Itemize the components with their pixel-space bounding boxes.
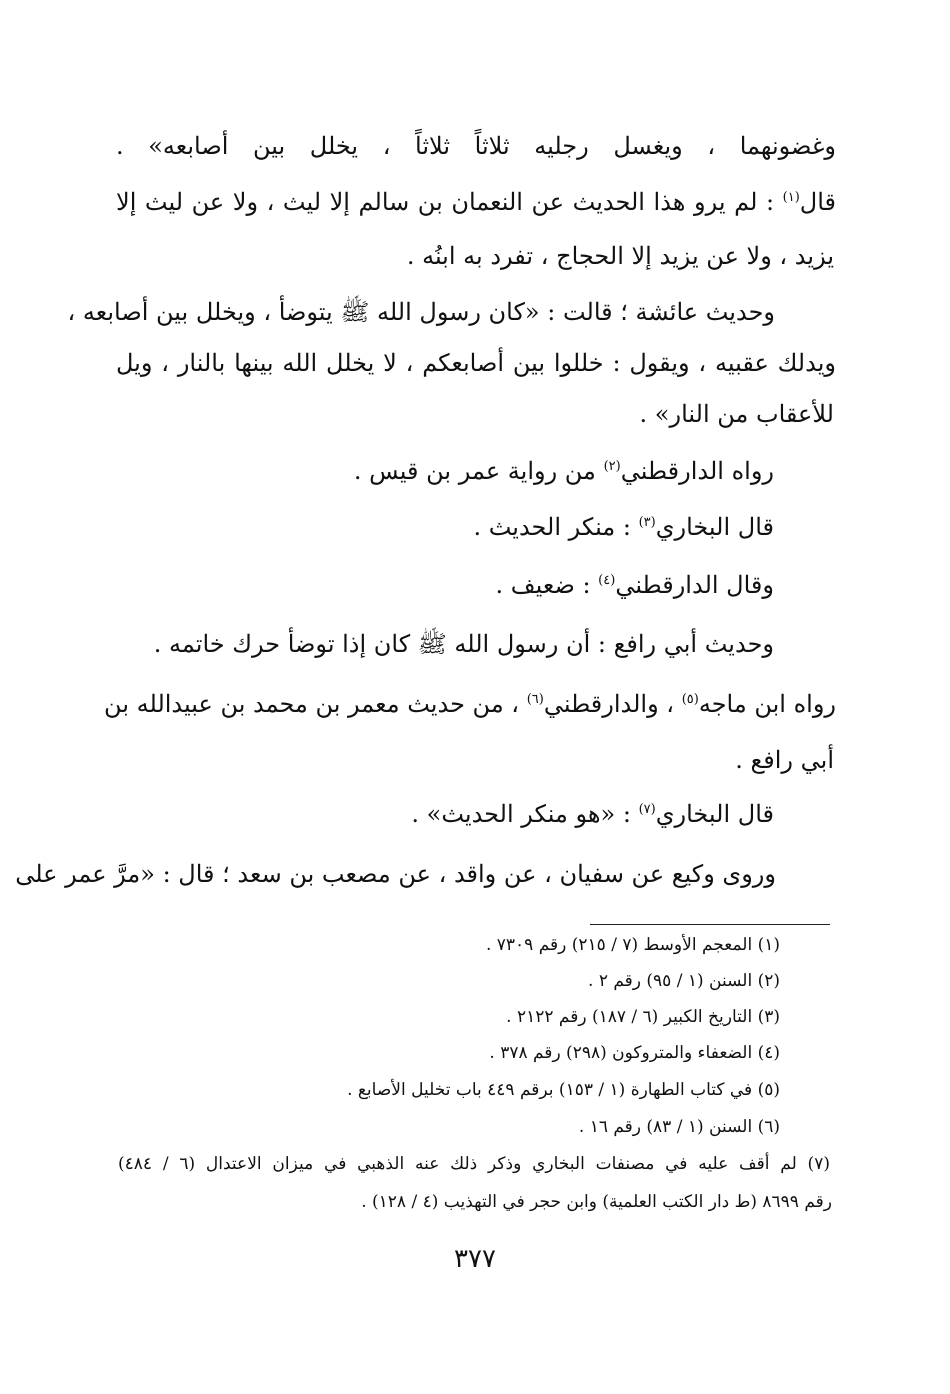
text-segment: ، من حديث معمر بن محمد بن عبيدالله بن — [104, 690, 520, 718]
body-line-13 — [411, 798, 774, 830]
footnote-ref-4[interactable]: (٤) — [598, 573, 616, 588]
body-line-10: وحديث أبي رافع : أن رسول الله ﷺ كان إذا توضأ حرك خاتمه . — [153, 630, 774, 658]
body-line-14: وروى وكيع عن سفيان ، عن واقد ، عن مصعب بن سعد ؛ قال : «مرَّ عمر على — [15, 860, 776, 888]
text-segment: رواه ابن ماجه — [698, 690, 836, 718]
body-line-11 — [104, 688, 836, 720]
body-line-3: يزيد ، ولا عن يزيد إلا الحجاج ، تفرد به ابنُه . — [406, 242, 834, 270]
page-number: ٣٧٧ — [454, 1244, 496, 1274]
body-line-2 — [116, 186, 836, 218]
body-line-4: وحديث عائشة ؛ قالت : «كان رسول الله ﷺ يتوضأ ، ويخلل بين أصابعه ، — [67, 298, 775, 326]
footnote-3: (٣) التاريخ الكبير (٦ / ١٨٧) رقم ٢١٢٢ . — [506, 1007, 780, 1027]
footnote-ref-6[interactable]: (٦) — [526, 692, 544, 707]
footnote-ref-3[interactable]: (٣) — [638, 515, 656, 530]
text-segment: وقال الدارقطني — [615, 571, 774, 599]
footnote-6: (٦) السنن (١ / ٨٣) رقم ١٦ . — [578, 1117, 780, 1137]
body-line-6: للأعقاب من النار» . — [639, 400, 834, 428]
text-segment: قال البخاري — [655, 513, 774, 541]
text-segment: من رواية عمر بن قيس . — [353, 457, 596, 485]
body-line-5: ويدلك عقبيه ، ويقول : خللوا بين أصابعكم ، لا يخلل الله بينها بالنار ، ويل — [116, 349, 836, 377]
footnote-4: (٤) الضعفاء والمتروكون (٢٩٨) رقم ٣٧٨ . — [489, 1043, 780, 1063]
footnote-5: (٥) في كتاب الطهارة (١ / ١٥٣) برقم ٤٤٩ باب تخليل الأصابع . — [347, 1080, 780, 1100]
text-segment: : منكر الحديث . — [473, 513, 631, 541]
footnote-2: (٢) السنن (١ / ٩٥) رقم ٢ . — [588, 971, 780, 991]
text-segment: قال البخاري — [655, 800, 774, 828]
footnote-1: (١) المعجم الأوسط (٧ / ٢١٥) رقم ٧٣٠٩ . — [485, 935, 780, 955]
footnote-7-line-1: (٧) لم أقف عليه في مصنفات البخاري وذكر ذلك عنه الذهبي في ميزان الاعتدال (٦ / ٤٨٤) — [118, 1154, 830, 1174]
text-segment: : لم يرو هذا الحديث عن النعمان بن سالم إلا ليث ، ولا عن ليث إلا — [116, 188, 775, 216]
body-line-9 — [496, 569, 774, 601]
body-line-8 — [473, 511, 774, 543]
footnote-ref-2[interactable]: (٢) — [603, 459, 621, 474]
text-segment: رواه الدارقطني — [620, 457, 774, 485]
footnote-ref-1[interactable]: (١) — [782, 190, 800, 205]
text-segment: ، والدارقطني — [543, 690, 675, 718]
footnote-ref-7[interactable]: (٧) — [638, 802, 656, 817]
body-line-12: أبي رافع . — [735, 746, 834, 774]
footnote-7-line-2: رقم ٨٦٩٩ (ط دار الكتب العلمية) وابن حجر في التهذيب (٤ / ١٢٨) . — [361, 1192, 832, 1212]
text-segment: : ضعيف . — [495, 571, 591, 599]
footnote-separator — [590, 924, 830, 925]
footnote-ref-5[interactable]: (٥) — [681, 692, 699, 707]
body-line-7 — [354, 455, 774, 487]
text-segment: : «هو منكر الحديث» . — [411, 800, 631, 828]
body-line-1: وغضونهما ، ويغسل رجليه ثلاثاً ثلاثاً ، يخلل بين أصابعه» . — [116, 132, 836, 160]
text-segment: قال — [799, 188, 836, 216]
